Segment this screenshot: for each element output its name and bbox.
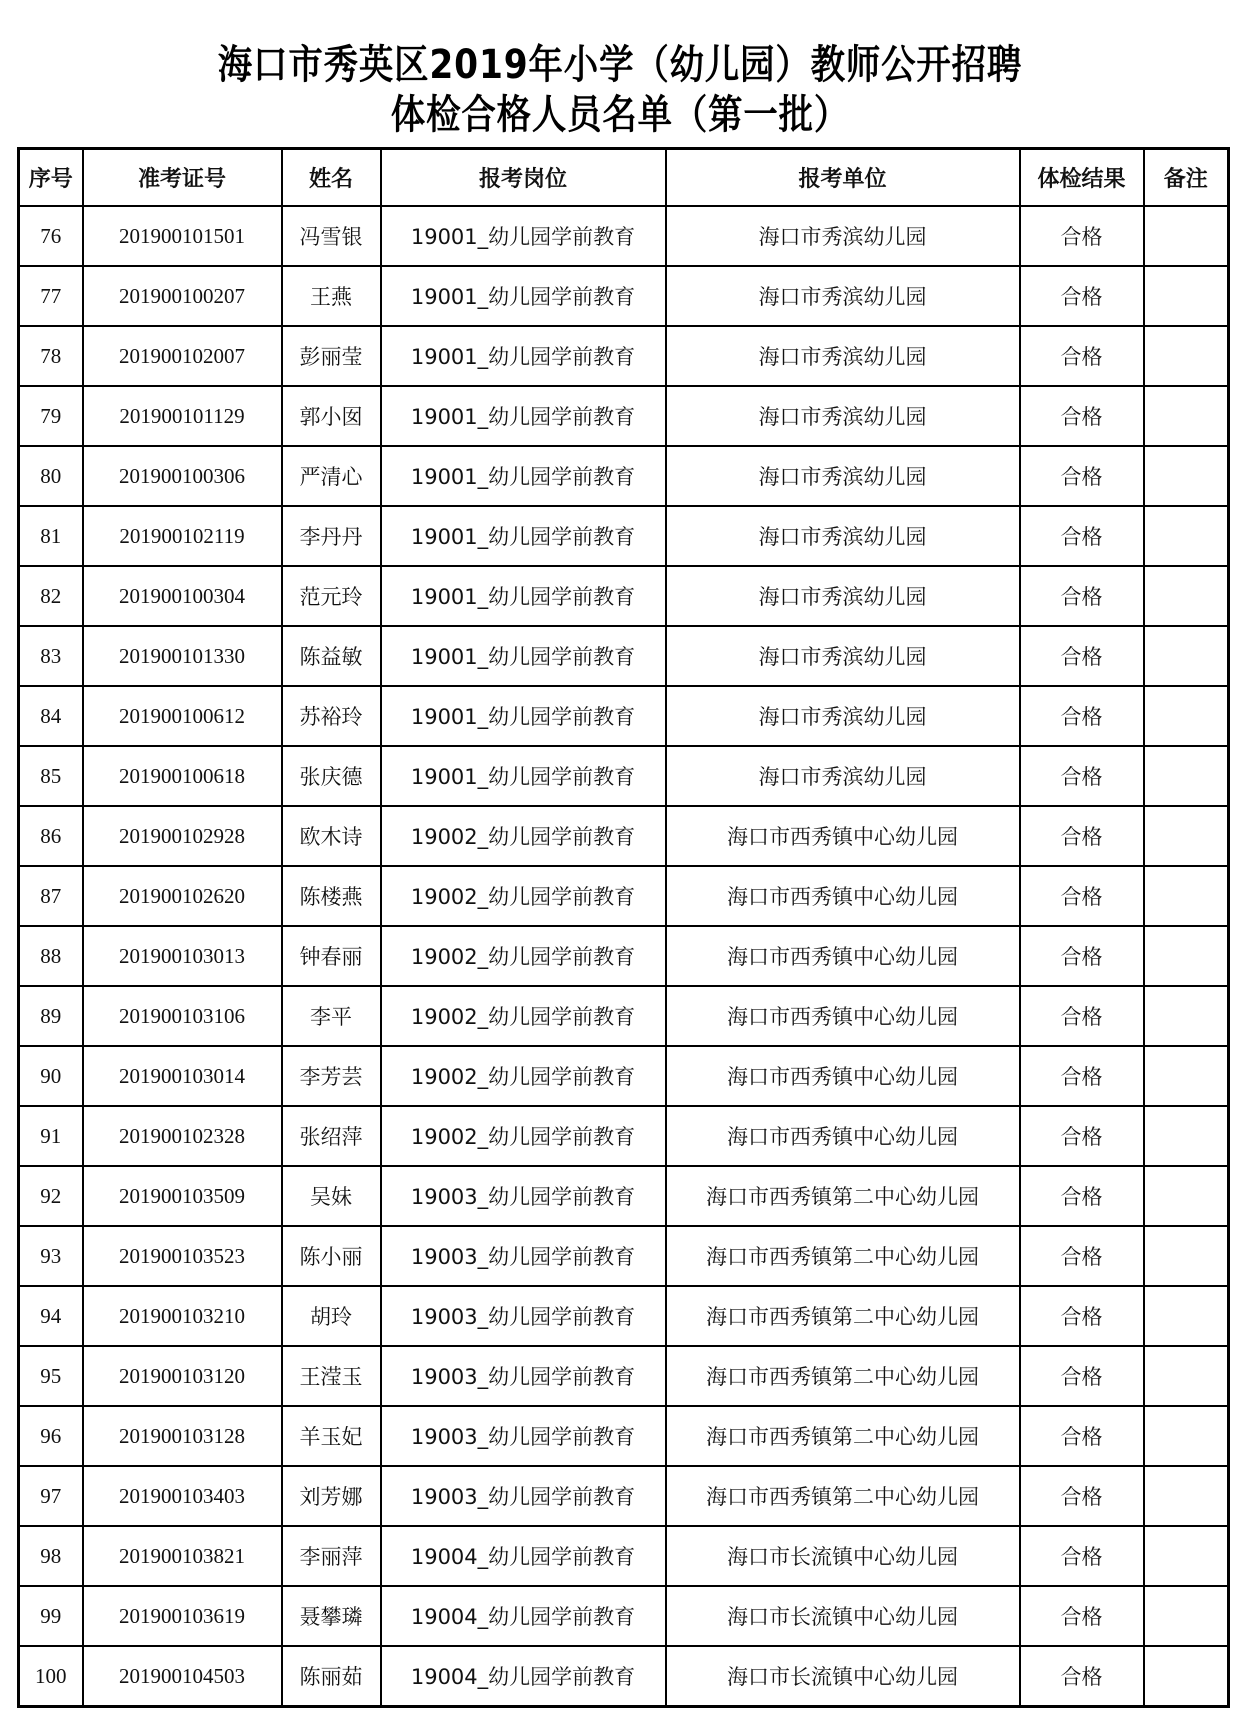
unit-cell: 海口市秀滨幼儿园 xyxy=(666,446,1020,506)
unit-cell: 海口市西秀镇中心幼儿园 xyxy=(666,806,1020,866)
exam-id-cell: 201900103210 xyxy=(83,1286,282,1346)
name-cell: 范元玲 xyxy=(282,566,381,626)
exam-result-cell: 合格 xyxy=(1020,1226,1144,1286)
unit-cell: 海口市长流镇中心幼儿园 xyxy=(666,1646,1020,1707)
remarks-cell xyxy=(1144,1046,1229,1106)
table-row xyxy=(19,1106,1229,1166)
table-row xyxy=(19,1046,1229,1106)
remarks-cell xyxy=(1144,1646,1229,1707)
remarks-cell xyxy=(1144,986,1229,1046)
exam-result-cell: 合格 xyxy=(1020,1526,1144,1586)
header-name: 姓名 xyxy=(282,149,381,207)
table-row xyxy=(19,866,1229,926)
exam-id-cell: 201900103523 xyxy=(83,1226,282,1286)
exam-id-cell: 201900101129 xyxy=(83,386,282,446)
table-row xyxy=(19,1286,1229,1346)
serial-number-cell: 86 xyxy=(19,806,83,866)
exam-id-cell: 201900100207 xyxy=(83,266,282,326)
remarks-cell xyxy=(1144,806,1229,866)
table-row xyxy=(19,1226,1229,1286)
position-cell: 19001_幼儿园学前教育 xyxy=(381,386,666,446)
unit-cell: 海口市秀滨幼儿园 xyxy=(666,206,1020,266)
table-row xyxy=(19,626,1229,686)
position-cell: 19002_幼儿园学前教育 xyxy=(381,926,666,986)
remarks-cell xyxy=(1144,1286,1229,1346)
table-row xyxy=(19,326,1229,386)
exam-id-cell: 201900101501 xyxy=(83,206,282,266)
remarks-cell xyxy=(1144,1106,1229,1166)
name-cell: 李丽萍 xyxy=(282,1526,381,1586)
exam-result-cell: 合格 xyxy=(1020,926,1144,986)
exam-result-cell: 合格 xyxy=(1020,1646,1144,1707)
exam-result-cell: 合格 xyxy=(1020,1166,1144,1226)
position-cell: 19003_幼儿园学前教育 xyxy=(381,1226,666,1286)
table-row xyxy=(19,1646,1229,1707)
position-cell: 19001_幼儿园学前教育 xyxy=(381,686,666,746)
unit-cell: 海口市西秀镇第二中心幼儿园 xyxy=(666,1466,1020,1526)
serial-number-cell: 93 xyxy=(19,1226,83,1286)
position-cell: 19004_幼儿园学前教育 xyxy=(381,1646,666,1707)
table-row xyxy=(19,506,1229,566)
table-row xyxy=(19,266,1229,326)
exam-id-cell: 201900102007 xyxy=(83,326,282,386)
exam-id-cell: 201900103509 xyxy=(83,1166,282,1226)
position-cell: 19001_幼儿园学前教育 xyxy=(381,626,666,686)
serial-number-cell: 81 xyxy=(19,506,83,566)
name-cell: 苏裕玲 xyxy=(282,686,381,746)
name-cell: 陈楼燕 xyxy=(282,866,381,926)
serial-number-cell: 97 xyxy=(19,1466,83,1526)
exam-id-cell: 201900103014 xyxy=(83,1046,282,1106)
name-cell: 陈丽茹 xyxy=(282,1646,381,1707)
remarks-cell xyxy=(1144,746,1229,806)
exam-id-cell: 201900101330 xyxy=(83,626,282,686)
position-cell: 19001_幼儿园学前教育 xyxy=(381,746,666,806)
remarks-cell xyxy=(1144,686,1229,746)
position-cell: 19001_幼儿园学前教育 xyxy=(381,266,666,326)
table-row xyxy=(19,986,1229,1046)
exam-id-cell: 201900102119 xyxy=(83,506,282,566)
serial-number-cell: 95 xyxy=(19,1346,83,1406)
position-cell: 19002_幼儿园学前教育 xyxy=(381,1106,666,1166)
position-cell: 19003_幼儿园学前教育 xyxy=(381,1466,666,1526)
unit-cell: 海口市秀滨幼儿园 xyxy=(666,686,1020,746)
exam-result-cell: 合格 xyxy=(1020,506,1144,566)
table-row xyxy=(19,1526,1229,1586)
exam-result-cell: 合格 xyxy=(1020,1406,1144,1466)
position-cell: 19001_幼儿园学前教育 xyxy=(381,506,666,566)
unit-cell: 海口市西秀镇第二中心幼儿园 xyxy=(666,1166,1020,1226)
document-title-line-1: 海口市秀英区2019年小学（幼儿园）教师公开招聘 xyxy=(217,42,1023,88)
remarks-cell xyxy=(1144,1226,1229,1286)
serial-number-cell: 79 xyxy=(19,386,83,446)
serial-number-cell: 80 xyxy=(19,446,83,506)
table-row xyxy=(19,1346,1229,1406)
candidate-table xyxy=(17,147,1230,1708)
table-header-row xyxy=(19,149,1229,207)
exam-result-cell: 合格 xyxy=(1020,1106,1144,1166)
unit-cell: 海口市西秀镇中心幼儿园 xyxy=(666,1106,1020,1166)
name-cell: 羊玉妃 xyxy=(282,1406,381,1466)
exam-id-cell: 201900103821 xyxy=(83,1526,282,1586)
table-row xyxy=(19,1166,1229,1226)
unit-cell: 海口市秀滨幼儿园 xyxy=(666,326,1020,386)
exam-result-cell: 合格 xyxy=(1020,446,1144,506)
position-cell: 19003_幼儿园学前教育 xyxy=(381,1286,666,1346)
position-cell: 19002_幼儿园学前教育 xyxy=(381,866,666,926)
remarks-cell xyxy=(1144,1406,1229,1466)
name-cell: 李丹丹 xyxy=(282,506,381,566)
exam-id-cell: 201900100306 xyxy=(83,446,282,506)
remarks-cell xyxy=(1144,326,1229,386)
table-row xyxy=(19,206,1229,266)
remarks-cell xyxy=(1144,1346,1229,1406)
name-cell: 刘芳娜 xyxy=(282,1466,381,1526)
serial-number-cell: 85 xyxy=(19,746,83,806)
exam-id-cell: 201900102928 xyxy=(83,806,282,866)
exam-id-cell: 201900100304 xyxy=(83,566,282,626)
exam-result-cell: 合格 xyxy=(1020,1286,1144,1346)
remarks-cell xyxy=(1144,926,1229,986)
exam-id-cell: 201900103120 xyxy=(83,1346,282,1406)
unit-cell: 海口市西秀镇中心幼儿园 xyxy=(666,986,1020,1046)
table-row xyxy=(19,686,1229,746)
exam-result-cell: 合格 xyxy=(1020,206,1144,266)
position-cell: 19002_幼儿园学前教育 xyxy=(381,986,666,1046)
unit-cell: 海口市长流镇中心幼儿园 xyxy=(666,1526,1020,1586)
exam-result-cell: 合格 xyxy=(1020,386,1144,446)
remarks-cell xyxy=(1144,446,1229,506)
unit-cell: 海口市西秀镇中心幼儿园 xyxy=(666,1046,1020,1106)
position-cell: 19001_幼儿园学前教育 xyxy=(381,566,666,626)
header-unit: 报考单位 xyxy=(666,149,1020,207)
exam-result-cell: 合格 xyxy=(1020,746,1144,806)
position-cell: 19001_幼儿园学前教育 xyxy=(381,446,666,506)
name-cell: 吴妹 xyxy=(282,1166,381,1226)
table-row xyxy=(19,1466,1229,1526)
exam-result-cell: 合格 xyxy=(1020,1046,1144,1106)
name-cell: 聂攀璘 xyxy=(282,1586,381,1646)
table-row xyxy=(19,746,1229,806)
table-row xyxy=(19,1406,1229,1466)
serial-number-cell: 78 xyxy=(19,326,83,386)
table-row xyxy=(19,926,1229,986)
serial-number-cell: 96 xyxy=(19,1406,83,1466)
name-cell: 张绍萍 xyxy=(282,1106,381,1166)
exam-id-cell: 201900104503 xyxy=(83,1646,282,1707)
name-cell: 钟春丽 xyxy=(282,926,381,986)
table-row xyxy=(19,446,1229,506)
position-cell: 19002_幼儿园学前教育 xyxy=(381,1046,666,1106)
unit-cell: 海口市秀滨幼儿园 xyxy=(666,566,1020,626)
table-row xyxy=(19,386,1229,446)
unit-cell: 海口市西秀镇中心幼儿园 xyxy=(666,866,1020,926)
name-cell: 欧木诗 xyxy=(282,806,381,866)
header-serial-number: 序号 xyxy=(19,149,83,207)
serial-number-cell: 99 xyxy=(19,1586,83,1646)
remarks-cell xyxy=(1144,1166,1229,1226)
name-cell: 陈益敏 xyxy=(282,626,381,686)
exam-id-cell: 201900102620 xyxy=(83,866,282,926)
position-cell: 19004_幼儿园学前教育 xyxy=(381,1526,666,1586)
name-cell: 郭小囡 xyxy=(282,386,381,446)
position-cell: 19003_幼儿园学前教育 xyxy=(381,1166,666,1226)
header-exam-id: 准考证号 xyxy=(83,149,282,207)
serial-number-cell: 87 xyxy=(19,866,83,926)
name-cell: 李平 xyxy=(282,986,381,1046)
remarks-cell xyxy=(1144,566,1229,626)
table-body xyxy=(19,206,1229,1707)
name-cell: 李芳芸 xyxy=(282,1046,381,1106)
name-cell: 王滢玉 xyxy=(282,1346,381,1406)
serial-number-cell: 76 xyxy=(19,206,83,266)
name-cell: 陈小丽 xyxy=(282,1226,381,1286)
position-cell: 19003_幼儿园学前教育 xyxy=(381,1346,666,1406)
serial-number-cell: 100 xyxy=(19,1646,83,1707)
exam-result-cell: 合格 xyxy=(1020,566,1144,626)
name-cell: 彭丽莹 xyxy=(282,326,381,386)
exam-id-cell: 201900103013 xyxy=(83,926,282,986)
name-cell: 冯雪银 xyxy=(282,206,381,266)
remarks-cell xyxy=(1144,266,1229,326)
remarks-cell xyxy=(1144,1586,1229,1646)
exam-result-cell: 合格 xyxy=(1020,1586,1144,1646)
serial-number-cell: 89 xyxy=(19,986,83,1046)
remarks-cell xyxy=(1144,506,1229,566)
exam-id-cell: 201900103403 xyxy=(83,1466,282,1526)
unit-cell: 海口市西秀镇第二中心幼儿园 xyxy=(666,1406,1020,1466)
serial-number-cell: 77 xyxy=(19,266,83,326)
serial-number-cell: 84 xyxy=(19,686,83,746)
unit-cell: 海口市西秀镇第二中心幼儿园 xyxy=(666,1226,1020,1286)
remarks-cell xyxy=(1144,1526,1229,1586)
exam-result-cell: 合格 xyxy=(1020,1346,1144,1406)
exam-id-cell: 201900100612 xyxy=(83,686,282,746)
exam-id-cell: 201900100618 xyxy=(83,746,282,806)
remarks-cell xyxy=(1144,1466,1229,1526)
position-cell: 19001_幼儿园学前教育 xyxy=(381,206,666,266)
table-row xyxy=(19,806,1229,866)
exam-result-cell: 合格 xyxy=(1020,326,1144,386)
position-cell: 19003_幼儿园学前教育 xyxy=(381,1406,666,1466)
exam-id-cell: 201900102328 xyxy=(83,1106,282,1166)
remarks-cell xyxy=(1144,626,1229,686)
name-cell: 王燕 xyxy=(282,266,381,326)
position-cell: 19002_幼儿园学前教育 xyxy=(381,806,666,866)
header-position: 报考岗位 xyxy=(381,149,666,207)
unit-cell: 海口市西秀镇第二中心幼儿园 xyxy=(666,1286,1020,1346)
exam-id-cell: 201900103128 xyxy=(83,1406,282,1466)
serial-number-cell: 88 xyxy=(19,926,83,986)
exam-result-cell: 合格 xyxy=(1020,1466,1144,1526)
unit-cell: 海口市秀滨幼儿园 xyxy=(666,746,1020,806)
serial-number-cell: 92 xyxy=(19,1166,83,1226)
exam-result-cell: 合格 xyxy=(1020,686,1144,746)
unit-cell: 海口市秀滨幼儿园 xyxy=(666,266,1020,326)
unit-cell: 海口市西秀镇中心幼儿园 xyxy=(666,926,1020,986)
serial-number-cell: 83 xyxy=(19,626,83,686)
name-cell: 张庆德 xyxy=(282,746,381,806)
table-row xyxy=(19,566,1229,626)
unit-cell: 海口市西秀镇第二中心幼儿园 xyxy=(666,1346,1020,1406)
exam-id-cell: 201900103619 xyxy=(83,1586,282,1646)
serial-number-cell: 82 xyxy=(19,566,83,626)
remarks-cell xyxy=(1144,866,1229,926)
serial-number-cell: 91 xyxy=(19,1106,83,1166)
remarks-cell xyxy=(1144,206,1229,266)
document-title-line-2: 体检合格人员名单（第一批） xyxy=(390,92,850,138)
header-remarks: 备注 xyxy=(1144,149,1229,207)
serial-number-cell: 90 xyxy=(19,1046,83,1106)
header-exam-result: 体检结果 xyxy=(1020,149,1144,207)
unit-cell: 海口市秀滨幼儿园 xyxy=(666,626,1020,686)
remarks-cell xyxy=(1144,386,1229,446)
exam-result-cell: 合格 xyxy=(1020,626,1144,686)
name-cell: 胡玲 xyxy=(282,1286,381,1346)
unit-cell: 海口市秀滨幼儿园 xyxy=(666,506,1020,566)
exam-result-cell: 合格 xyxy=(1020,806,1144,866)
exam-result-cell: 合格 xyxy=(1020,986,1144,1046)
position-cell: 19004_幼儿园学前教育 xyxy=(381,1586,666,1646)
serial-number-cell: 94 xyxy=(19,1286,83,1346)
serial-number-cell: 98 xyxy=(19,1526,83,1586)
name-cell: 严清心 xyxy=(282,446,381,506)
exam-result-cell: 合格 xyxy=(1020,866,1144,926)
position-cell: 19001_幼儿园学前教育 xyxy=(381,326,666,386)
unit-cell: 海口市秀滨幼儿园 xyxy=(666,386,1020,446)
table-row xyxy=(19,1586,1229,1646)
exam-id-cell: 201900103106 xyxy=(83,986,282,1046)
unit-cell: 海口市长流镇中心幼儿园 xyxy=(666,1586,1020,1646)
exam-result-cell: 合格 xyxy=(1020,266,1144,326)
